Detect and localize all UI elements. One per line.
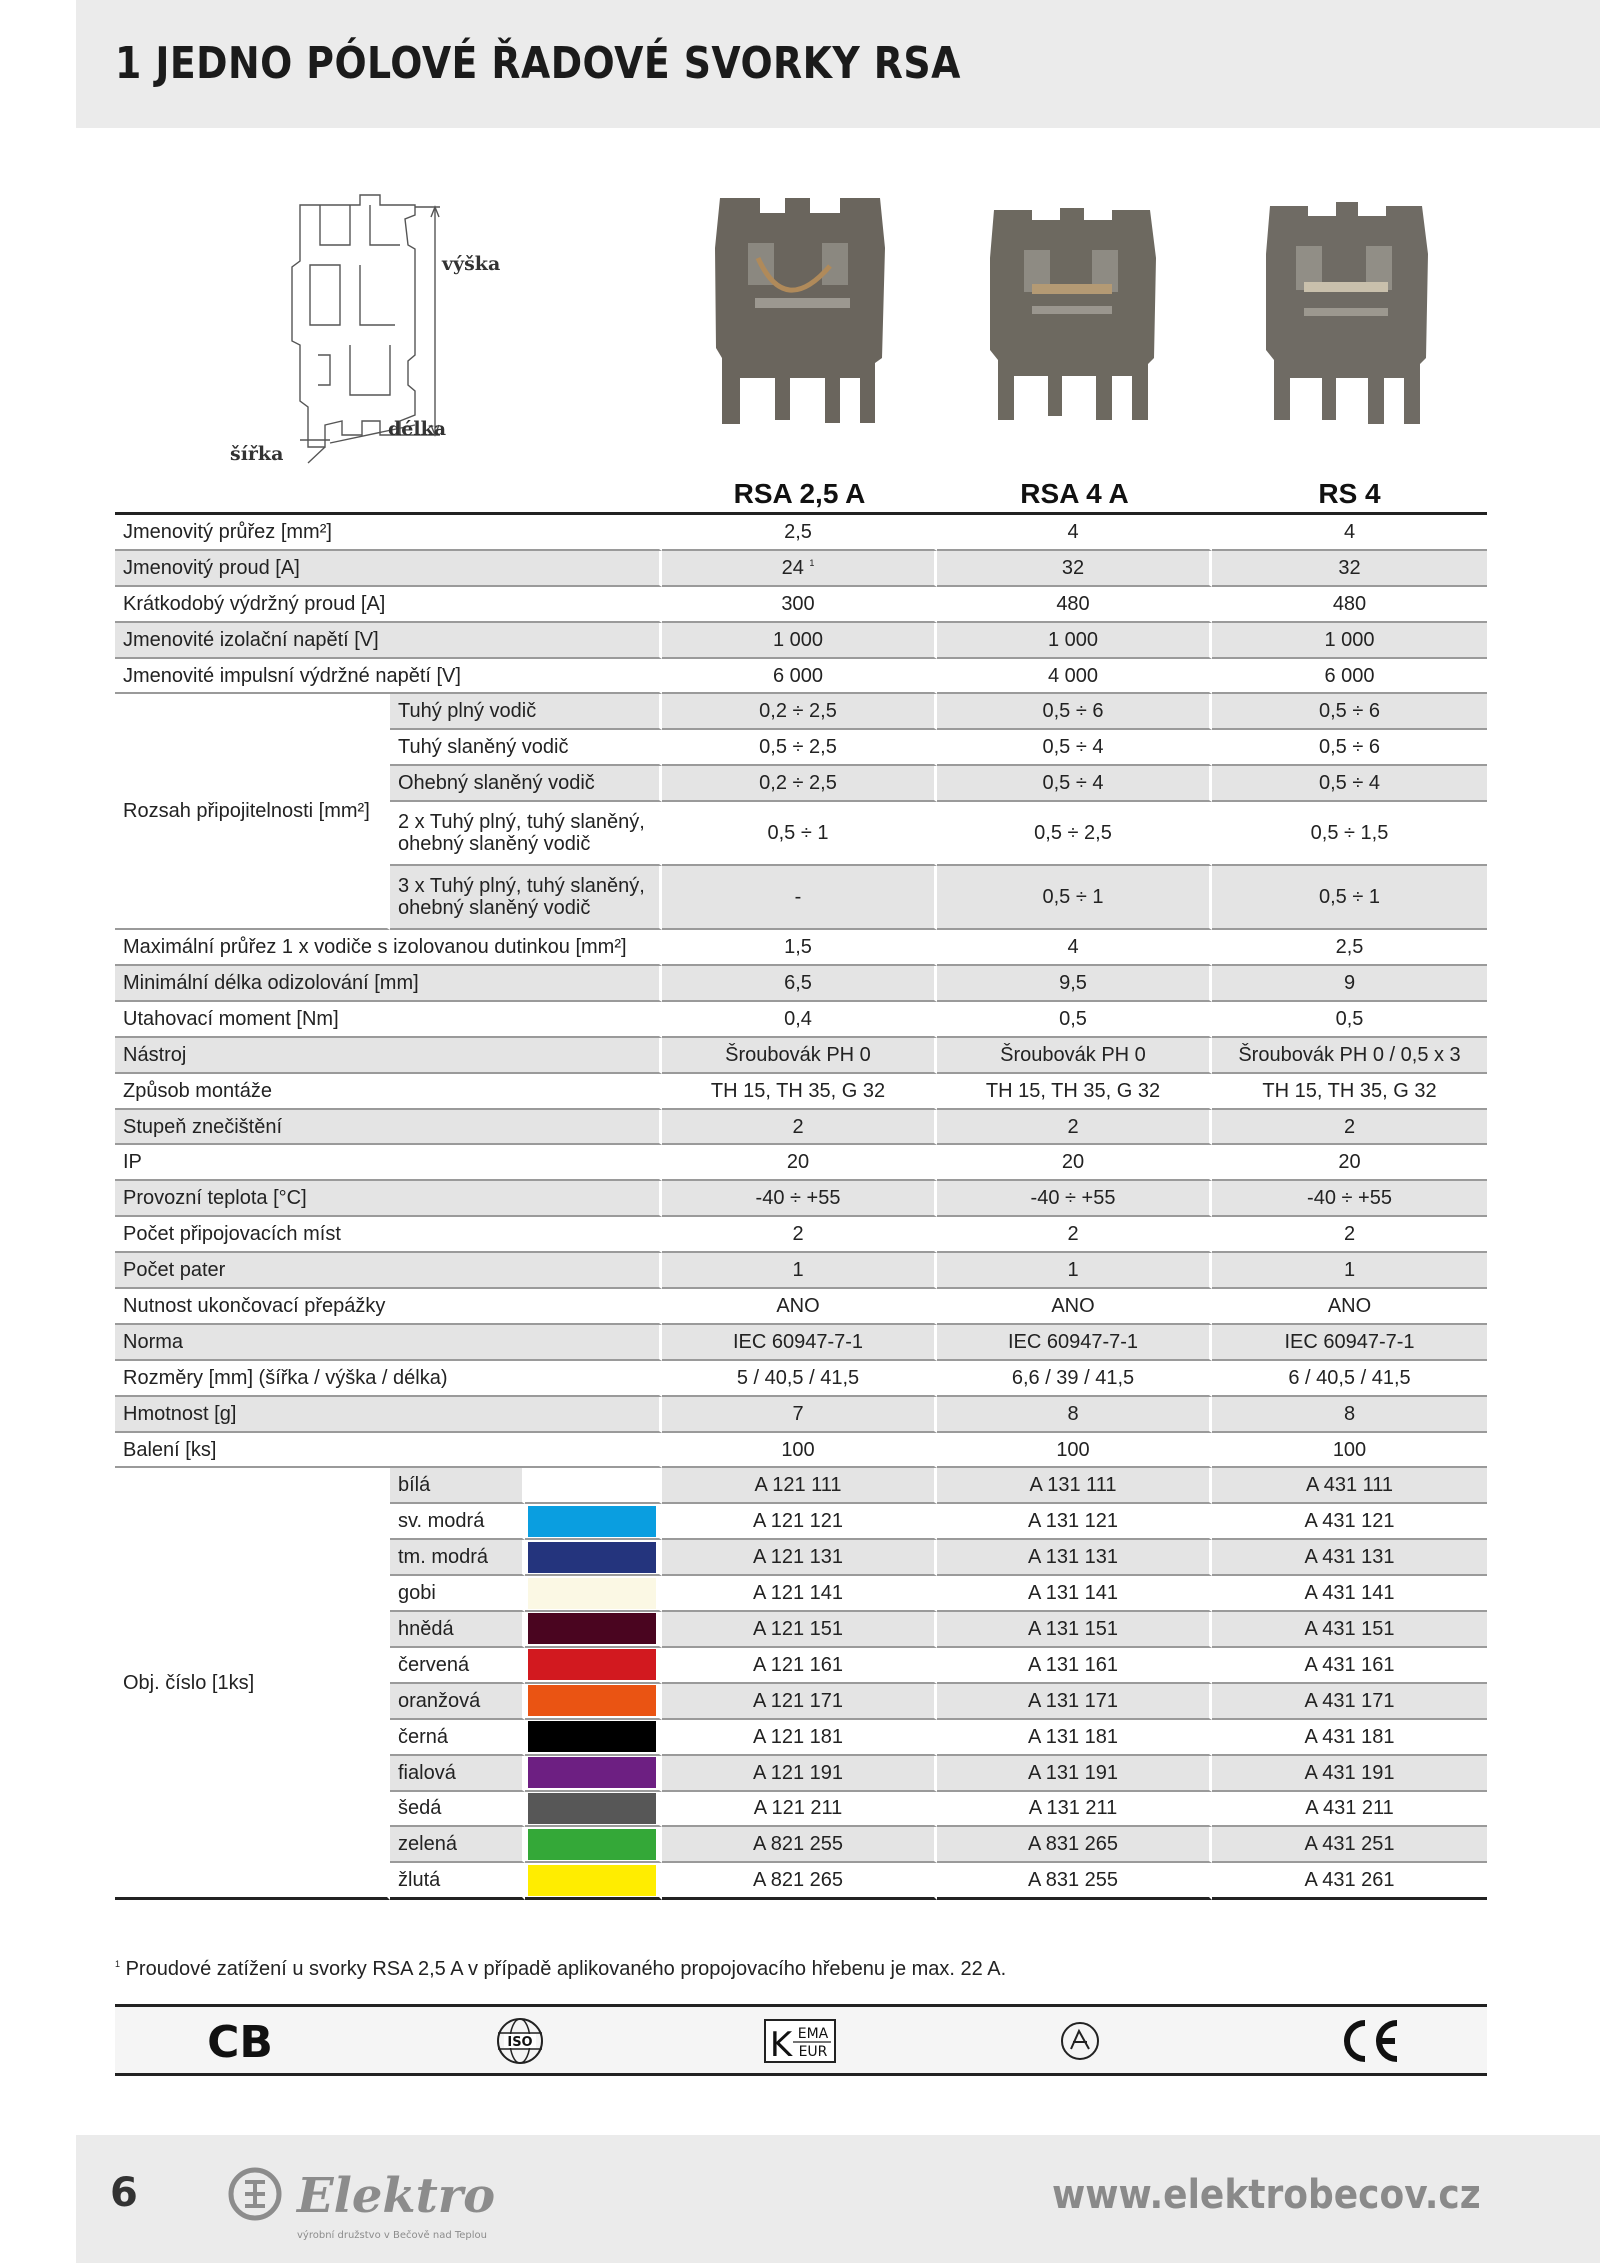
- cell-value: IEC 60947-7-1: [1212, 1325, 1487, 1361]
- cell-value: 0,2 ÷ 2,5: [662, 766, 937, 802]
- row-label: Minimální délka odizolování [mm]: [115, 966, 662, 1002]
- svg-text:ISO: ISO: [507, 2035, 533, 2050]
- cell-value: A 121 161: [662, 1648, 937, 1684]
- cell-value: 6,6 / 39 / 41,5: [937, 1361, 1212, 1397]
- row-sublabel: 2 x Tuhý plný, tuhý slaněný, ohebný slaněný vodič: [390, 802, 662, 866]
- cell-value: 6 000: [662, 659, 937, 695]
- table-row: [115, 1468, 1487, 1504]
- color-name: zelená: [390, 1827, 525, 1863]
- footnote-mark: 1: [115, 1959, 121, 1969]
- cell-value: 2,5: [662, 515, 937, 551]
- cell-value: A 131 181: [937, 1720, 1212, 1756]
- table-row: [115, 1253, 1487, 1289]
- table-row: [115, 1002, 1487, 1038]
- cell-value: A 821 255: [662, 1827, 937, 1863]
- cell-value: 4: [1212, 515, 1487, 551]
- row-label: Utahovací moment [Nm]: [115, 1002, 662, 1038]
- height-label: výška: [442, 253, 501, 275]
- color-swatch: [525, 1648, 662, 1684]
- svg-text:výrobní družstvo v Bečově nad: výrobní družstvo v Bečově nad Teplou: [297, 2230, 487, 2241]
- cell-value: 8: [1212, 1397, 1487, 1433]
- cell-value: 4: [937, 515, 1212, 551]
- cell-value: 5 / 40,5 / 41,5: [662, 1361, 937, 1397]
- cell-value: -40 ÷ +55: [1212, 1181, 1487, 1217]
- cell-value: 100: [662, 1433, 937, 1469]
- row-label: Jmenovité izolační napětí [V]: [115, 623, 662, 659]
- color-swatch: [525, 1827, 662, 1863]
- cell-value: 9,5: [937, 966, 1212, 1002]
- cell-value: IEC 60947-7-1: [937, 1325, 1212, 1361]
- cell-value: A 121 121: [662, 1504, 937, 1540]
- table-row: [115, 1361, 1487, 1397]
- svg-text:EMA: EMA: [797, 2026, 829, 2042]
- cell-value: 0,5: [937, 1002, 1212, 1038]
- cell-value: A 821 265: [662, 1863, 937, 1900]
- ce-mark-icon: [1325, 2015, 1415, 2067]
- cell-value: 32: [1212, 551, 1487, 587]
- table-row: [115, 1074, 1487, 1110]
- row-label: Počet pater: [115, 1253, 662, 1289]
- color-swatch: [525, 1576, 662, 1612]
- cell-value: ANO: [662, 1289, 937, 1325]
- cell-value: 0,5 ÷ 6: [1212, 694, 1487, 730]
- cell-value: ANO: [1212, 1289, 1487, 1325]
- cell-value: 4 000: [937, 659, 1212, 695]
- cell-value: 0,2 ÷ 2,5: [662, 694, 937, 730]
- cell-value: A 431 121: [1212, 1504, 1487, 1540]
- cell-value: TH 15, TH 35, G 32: [662, 1074, 937, 1110]
- cell-value: 4: [937, 930, 1212, 966]
- cell-value: A 121 191: [662, 1756, 937, 1792]
- cell-value: 0,5 ÷ 1: [937, 866, 1212, 930]
- row-label: Způsob montáže: [115, 1074, 662, 1110]
- cell-value: A 121 171: [662, 1684, 937, 1720]
- cell-value: 24 $^1$: [662, 551, 937, 587]
- table-row: [115, 1110, 1487, 1146]
- cell-value: 1,5: [662, 930, 937, 966]
- efs-seal-icon: [1035, 2015, 1125, 2067]
- row-label: Maximální průřez 1 x vodiče s izolovanou dutinkou [mm²]: [115, 930, 662, 966]
- table-row: [115, 930, 1487, 966]
- cell-value: A 131 151: [937, 1612, 1212, 1648]
- row-label: Nástroj: [115, 1038, 662, 1074]
- svg-text:EUR: EUR: [798, 2044, 828, 2060]
- row-label: IP: [115, 1145, 662, 1181]
- page-number: 6: [110, 2170, 138, 2216]
- row-label: Rozměry [mm] (šířka / výška / délka): [115, 1361, 662, 1397]
- cell-value: 9: [1212, 966, 1487, 1002]
- cell-value: A 121 181: [662, 1720, 937, 1756]
- footnote: [115, 1958, 1006, 1981]
- table-row: [115, 1289, 1487, 1325]
- row-label: Jmenovitý proud [A]: [115, 551, 662, 587]
- color-name: tm. modrá: [390, 1540, 525, 1576]
- cell-value: A 431 171: [1212, 1684, 1487, 1720]
- cell-value: A 121 151: [662, 1612, 937, 1648]
- spec-table: [115, 470, 1487, 1900]
- svg-text:Elektro: Elektro: [297, 2168, 496, 2224]
- cell-value: 0,5 ÷ 4: [937, 730, 1212, 766]
- header-blank: [115, 470, 662, 515]
- color-swatch: [525, 1540, 662, 1576]
- footnote-text: Proudové zatížení u svorky RSA 2,5 A v případě aplikovaného propojovacího hřebenu je max. 22 A.: [125, 1958, 1007, 1980]
- cell-value: 20: [662, 1145, 937, 1181]
- cell-value: 2: [937, 1217, 1212, 1253]
- cell-value: A 131 171: [937, 1684, 1212, 1720]
- cell-value: Šroubovák PH 0: [937, 1038, 1212, 1074]
- cell-value: ANO: [937, 1289, 1212, 1325]
- color-swatch: [525, 1720, 662, 1756]
- elektro-logo: [225, 2158, 545, 2248]
- cell-value: A 121 211: [662, 1792, 937, 1828]
- certification-strip: [115, 2004, 1487, 2076]
- color-swatch: [525, 1863, 662, 1900]
- cell-value: -40 ÷ +55: [662, 1181, 937, 1217]
- cell-value: IEC 60947-7-1: [662, 1325, 937, 1361]
- color-name: hnědá: [390, 1612, 525, 1648]
- row-sublabel: 3 x Tuhý plný, tuhý slaněný, ohebný slaněný vodič: [390, 866, 662, 930]
- row-sublabel: Tuhý slaněný vodič: [390, 730, 662, 766]
- table-row: [115, 515, 1487, 551]
- table-row: [115, 1038, 1487, 1074]
- cell-value: A 431 251: [1212, 1827, 1487, 1863]
- cb-mark-icon: [195, 2015, 285, 2067]
- dimension-drawing: [230, 185, 570, 475]
- cell-value: A 431 211: [1212, 1792, 1487, 1828]
- table-row: [115, 587, 1487, 623]
- row-label: Jmenovité impulsní výdržné napětí [V]: [115, 659, 662, 695]
- cell-value: 0,5 ÷ 2,5: [662, 730, 937, 766]
- color-name: gobi: [390, 1576, 525, 1612]
- cell-value: A 431 151: [1212, 1612, 1487, 1648]
- cell-value: Šroubovák PH 0: [662, 1038, 937, 1074]
- iso-globe-icon: [475, 2015, 565, 2067]
- cell-value: 6,5: [662, 966, 937, 1002]
- color-name: fialová: [390, 1756, 525, 1792]
- cell-value: 1: [662, 1253, 937, 1289]
- color-swatch: [525, 1612, 662, 1648]
- row-label: Provozní teplota [°C]: [115, 1181, 662, 1217]
- cell-value: 0,5 ÷ 1,5: [1212, 802, 1487, 866]
- model-header: RSA 2,5 A: [662, 470, 937, 515]
- cell-value: 20: [1212, 1145, 1487, 1181]
- color-name: žlutá: [390, 1863, 525, 1900]
- color-swatch: [525, 1468, 662, 1504]
- cell-value: 1 000: [937, 623, 1212, 659]
- table-row: [115, 1325, 1487, 1361]
- cell-value: 20: [937, 1145, 1212, 1181]
- table-row: [115, 623, 1487, 659]
- cell-value: A 831 265: [937, 1827, 1212, 1863]
- cell-value: TH 15, TH 35, G 32: [1212, 1074, 1487, 1110]
- cell-value: -: [662, 866, 937, 930]
- cell-value: A 121 141: [662, 1576, 937, 1612]
- row-label: Jmenovitý průřez [mm²]: [115, 515, 662, 551]
- cell-value: 0,5 ÷ 4: [937, 766, 1212, 802]
- table-row: [115, 694, 1487, 730]
- cell-value: 0,5 ÷ 2,5: [937, 802, 1212, 866]
- width-label: šířka: [230, 443, 284, 465]
- color-name: bílá: [390, 1468, 525, 1504]
- cell-value: 6 / 40,5 / 41,5: [1212, 1361, 1487, 1397]
- table-row: [115, 1145, 1487, 1181]
- cell-value: 0,5: [1212, 1002, 1487, 1038]
- cell-value: 480: [1212, 587, 1487, 623]
- row-label: Krátkodobý výdržný proud [A]: [115, 587, 662, 623]
- cell-value: A 431 141: [1212, 1576, 1487, 1612]
- table-header-row: [115, 470, 1487, 515]
- cell-value: A 131 121: [937, 1504, 1212, 1540]
- cell-value: A 431 131: [1212, 1540, 1487, 1576]
- cell-value: A 131 131: [937, 1540, 1212, 1576]
- cell-value: 300: [662, 587, 937, 623]
- row-sublabel: Ohebný slaněný vodič: [390, 766, 662, 802]
- cell-value: 0,5 ÷ 4: [1212, 766, 1487, 802]
- model-header: RS 4: [1212, 470, 1487, 515]
- cell-value: 0,5 ÷ 6: [1212, 730, 1487, 766]
- cell-value: A 831 255: [937, 1863, 1212, 1900]
- cell-value: 0,5 ÷ 1: [662, 802, 937, 866]
- cell-value: 1 000: [1212, 623, 1487, 659]
- color-swatch: [525, 1792, 662, 1828]
- color-swatch: [525, 1684, 662, 1720]
- length-label: délka: [388, 418, 447, 440]
- cell-value: TH 15, TH 35, G 32: [937, 1074, 1212, 1110]
- cell-value: A 131 161: [937, 1648, 1212, 1684]
- cell-value: 2,5: [1212, 930, 1487, 966]
- table-row: [115, 1397, 1487, 1433]
- footnote-mark: 1: [809, 557, 815, 568]
- cell-value: 1: [937, 1253, 1212, 1289]
- cell-value: 1 000: [662, 623, 937, 659]
- cell-value: 2: [1212, 1217, 1487, 1253]
- model-header: RSA 4 A: [937, 470, 1212, 515]
- cell-value: 0,4: [662, 1002, 937, 1038]
- product-photo-rsa-2-5-a: [700, 188, 900, 428]
- order-number-label: Obj. číslo [1ks]: [115, 1468, 390, 1900]
- cell-value: A 131 111: [937, 1468, 1212, 1504]
- cell-value: 32: [937, 551, 1212, 587]
- cell-value: 2: [662, 1110, 937, 1146]
- color-name: černá: [390, 1720, 525, 1756]
- table-row: [115, 1433, 1487, 1469]
- cell-value: 6 000: [1212, 659, 1487, 695]
- cell-value: A 431 111: [1212, 1468, 1487, 1504]
- product-photo-rsa-4-a: [972, 188, 1172, 428]
- svg-text:K: K: [769, 2025, 793, 2065]
- cell-value: A 121 111: [662, 1468, 937, 1504]
- table-row: [115, 659, 1487, 695]
- kema-keur-icon: [755, 2015, 845, 2067]
- color-name: červená: [390, 1648, 525, 1684]
- cell-value: A 431 261: [1212, 1863, 1487, 1900]
- row-sublabel: Tuhý plný vodič: [390, 694, 662, 730]
- cell-value: A 131 191: [937, 1756, 1212, 1792]
- row-label: Balení [ks]: [115, 1433, 662, 1469]
- color-name: sv. modrá: [390, 1504, 525, 1540]
- cell-value: A 431 191: [1212, 1756, 1487, 1792]
- row-label: Norma: [115, 1325, 662, 1361]
- color-name: šedá: [390, 1792, 525, 1828]
- cell-value: 100: [1212, 1433, 1487, 1469]
- cell-value: 480: [937, 587, 1212, 623]
- cell-value: 2: [937, 1110, 1212, 1146]
- table-row: [115, 966, 1487, 1002]
- cell-value: 2: [662, 1217, 937, 1253]
- cell-value: A 131 211: [937, 1792, 1212, 1828]
- cell-value: A 121 131: [662, 1540, 937, 1576]
- color-swatch: [525, 1756, 662, 1792]
- color-swatch: [525, 1504, 662, 1540]
- cell-value: 8: [937, 1397, 1212, 1433]
- color-name: oranžová: [390, 1684, 525, 1720]
- row-label: Nutnost ukončovací přepážky: [115, 1289, 662, 1325]
- cell-value: Šroubovák PH 0 / 0,5 x 3: [1212, 1038, 1487, 1074]
- row-label: Počet připojovacích míst: [115, 1217, 662, 1253]
- table-row: [115, 551, 1487, 587]
- table-row: [115, 1181, 1487, 1217]
- cell-value: 2: [1212, 1110, 1487, 1146]
- row-label: Stupeň znečištění: [115, 1110, 662, 1146]
- cell-value: 0,5 ÷ 6: [937, 694, 1212, 730]
- cell-value: 1: [1212, 1253, 1487, 1289]
- cell-value: A 131 141: [937, 1576, 1212, 1612]
- table-row: [115, 1217, 1487, 1253]
- connect-range-label: Rozsah připojitelnosti [mm²]: [115, 694, 390, 930]
- cell-value: A 431 181: [1212, 1720, 1487, 1756]
- cell-value: -40 ÷ +55: [937, 1181, 1212, 1217]
- row-label: Hmotnost [g]: [115, 1397, 662, 1433]
- page-title: 1 JEDNO PÓLOVÉ ŘADOVÉ SVORKY RSA: [115, 38, 961, 89]
- cell-value: 100: [937, 1433, 1212, 1469]
- svg-text:CB: CB: [207, 2017, 273, 2067]
- product-photo-rs-4: [1246, 188, 1446, 428]
- cell-value: A 431 161: [1212, 1648, 1487, 1684]
- website-link[interactable]: www.elektrobecov.cz: [1052, 2172, 1481, 2218]
- cell-value: 0,5 ÷ 1: [1212, 866, 1487, 930]
- cell-value: 7: [662, 1397, 937, 1433]
